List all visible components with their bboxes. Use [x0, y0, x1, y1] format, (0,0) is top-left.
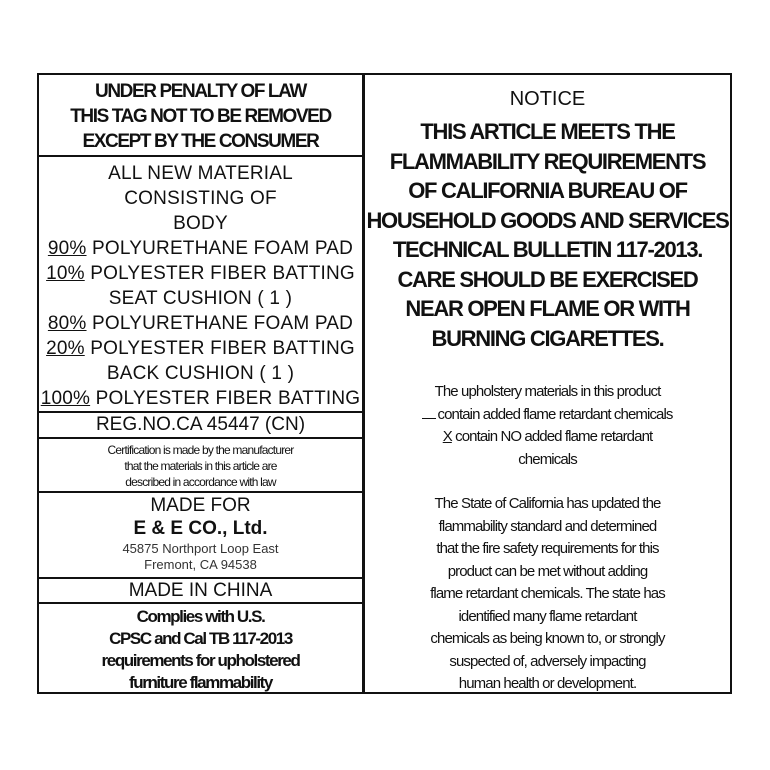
notice-line: FLAMMABILITY REQUIREMENTS	[389, 148, 706, 174]
compliance-line: Complies with U.S.	[136, 607, 265, 626]
material-row	[39, 236, 362, 261]
law-notice-section	[39, 75, 362, 157]
certification-line: Certification is made by the manufacturer	[107, 443, 294, 457]
option-text: contain NO added flame retardant	[455, 428, 653, 445]
material-group-name: SEAT CUSHION ( 1 )	[108, 288, 293, 309]
notice-line: NEAR OPEN FLAME OR WITH	[405, 296, 690, 321]
state-statement	[365, 493, 730, 696]
registration-section	[39, 413, 362, 439]
notice-statement	[365, 117, 730, 353]
notice-line: OF CALIFORNIA BUREAU OF	[408, 178, 687, 203]
notice-line: HOUSEHOLD GOODS AND SERVICES	[366, 207, 729, 233]
material-group-name: BACK CUSHION ( 1 )	[106, 363, 295, 384]
company-address: Fremont, CA 94538	[144, 557, 257, 572]
material-row	[39, 386, 362, 411]
compliance-section	[39, 604, 362, 692]
material-percent: 90%	[47, 238, 87, 259]
material-row	[39, 311, 362, 336]
state-line: chemicals as being known to, or strongly	[430, 630, 665, 647]
state-line: suspected of, adversely impacting	[449, 652, 646, 670]
notice-heading: NOTICE	[509, 88, 586, 110]
state-line: The State of California has updated the	[434, 495, 661, 512]
upholstery-option-none	[365, 426, 730, 449]
material-percent: 80%	[47, 313, 87, 334]
certification-line: that the materials in this article are	[124, 459, 277, 473]
state-line: human health or development.	[458, 675, 637, 692]
material-percent: 10%	[46, 263, 85, 284]
law-label-tag	[37, 73, 732, 694]
material-name: POLYURETHANE FOAM PAD	[92, 238, 354, 259]
material-group-name: BODY	[173, 213, 228, 234]
origin-section	[39, 579, 362, 604]
material-name: POLYESTER FIBER BATTING	[90, 263, 355, 284]
state-line: identified many flame retardant	[458, 607, 637, 625]
law-notice-line: THIS TAG NOT TO BE REMOVED	[70, 106, 331, 127]
tag-right-column	[365, 75, 730, 692]
law-notice-line: EXCEPT BY THE CONSUMER	[82, 131, 319, 152]
registration-number: REG.NO.CA 45447 (CN)	[95, 414, 306, 435]
made-for-section	[39, 493, 362, 579]
materials-heading: CONSISTING OF	[124, 188, 277, 209]
checkbox-checked-mark: X	[442, 428, 452, 445]
upholstery-disclosure	[365, 381, 730, 471]
material-row	[39, 336, 362, 361]
notice-line: THIS ARTICLE MEETS THE	[420, 119, 675, 144]
state-line: that the fire safety requirements for this	[436, 540, 659, 557]
country-of-origin: MADE IN CHINA	[128, 580, 273, 601]
company-name: E & E CO., Ltd.	[133, 518, 268, 539]
materials-heading: ALL NEW MATERIAL	[108, 163, 293, 184]
notice-line: BURNING CIGARETTES.	[431, 325, 664, 351]
certification-section	[39, 439, 362, 493]
state-line: flame retardant chemicals. The state has	[430, 585, 665, 602]
compliance-line: requirements for upholstered	[101, 651, 300, 670]
checkbox-blank	[422, 404, 436, 419]
law-notice-line: UNDER PENALTY OF LAW	[95, 81, 306, 102]
material-row	[39, 261, 362, 286]
state-line: flammability standard and determined	[438, 517, 657, 535]
material-percent: 100%	[40, 388, 91, 409]
notice-line: TECHNICAL BULLETIN 117-2013.	[392, 237, 703, 262]
material-name: POLYESTER FIBER BATTING	[90, 338, 355, 359]
made-for-label: MADE FOR	[150, 495, 251, 516]
option-text: contain added flame retardant chemicals	[437, 405, 673, 423]
certification-line: described in accordance with law	[125, 475, 276, 489]
materials-section	[39, 157, 362, 413]
state-line: product can be met without adding	[447, 562, 648, 580]
material-name: POLYURETHANE FOAM PAD	[92, 313, 354, 334]
option-text-continued: chemicals	[518, 450, 577, 468]
material-percent: 20%	[46, 338, 85, 359]
compliance-line: CPSC and Cal TB 117-2013	[109, 629, 292, 648]
upholstery-intro: The upholstery materials in this product	[434, 383, 661, 400]
compliance-line: furniture flammability	[128, 673, 272, 692]
upholstery-option-added	[365, 404, 730, 427]
material-name: POLYESTER FIBER BATTING	[95, 388, 361, 409]
tag-left-column	[39, 75, 365, 692]
notice-line: CARE SHOULD BE EXERCISED	[397, 266, 698, 292]
company-address: 45875 Northport Loop East	[122, 541, 279, 556]
